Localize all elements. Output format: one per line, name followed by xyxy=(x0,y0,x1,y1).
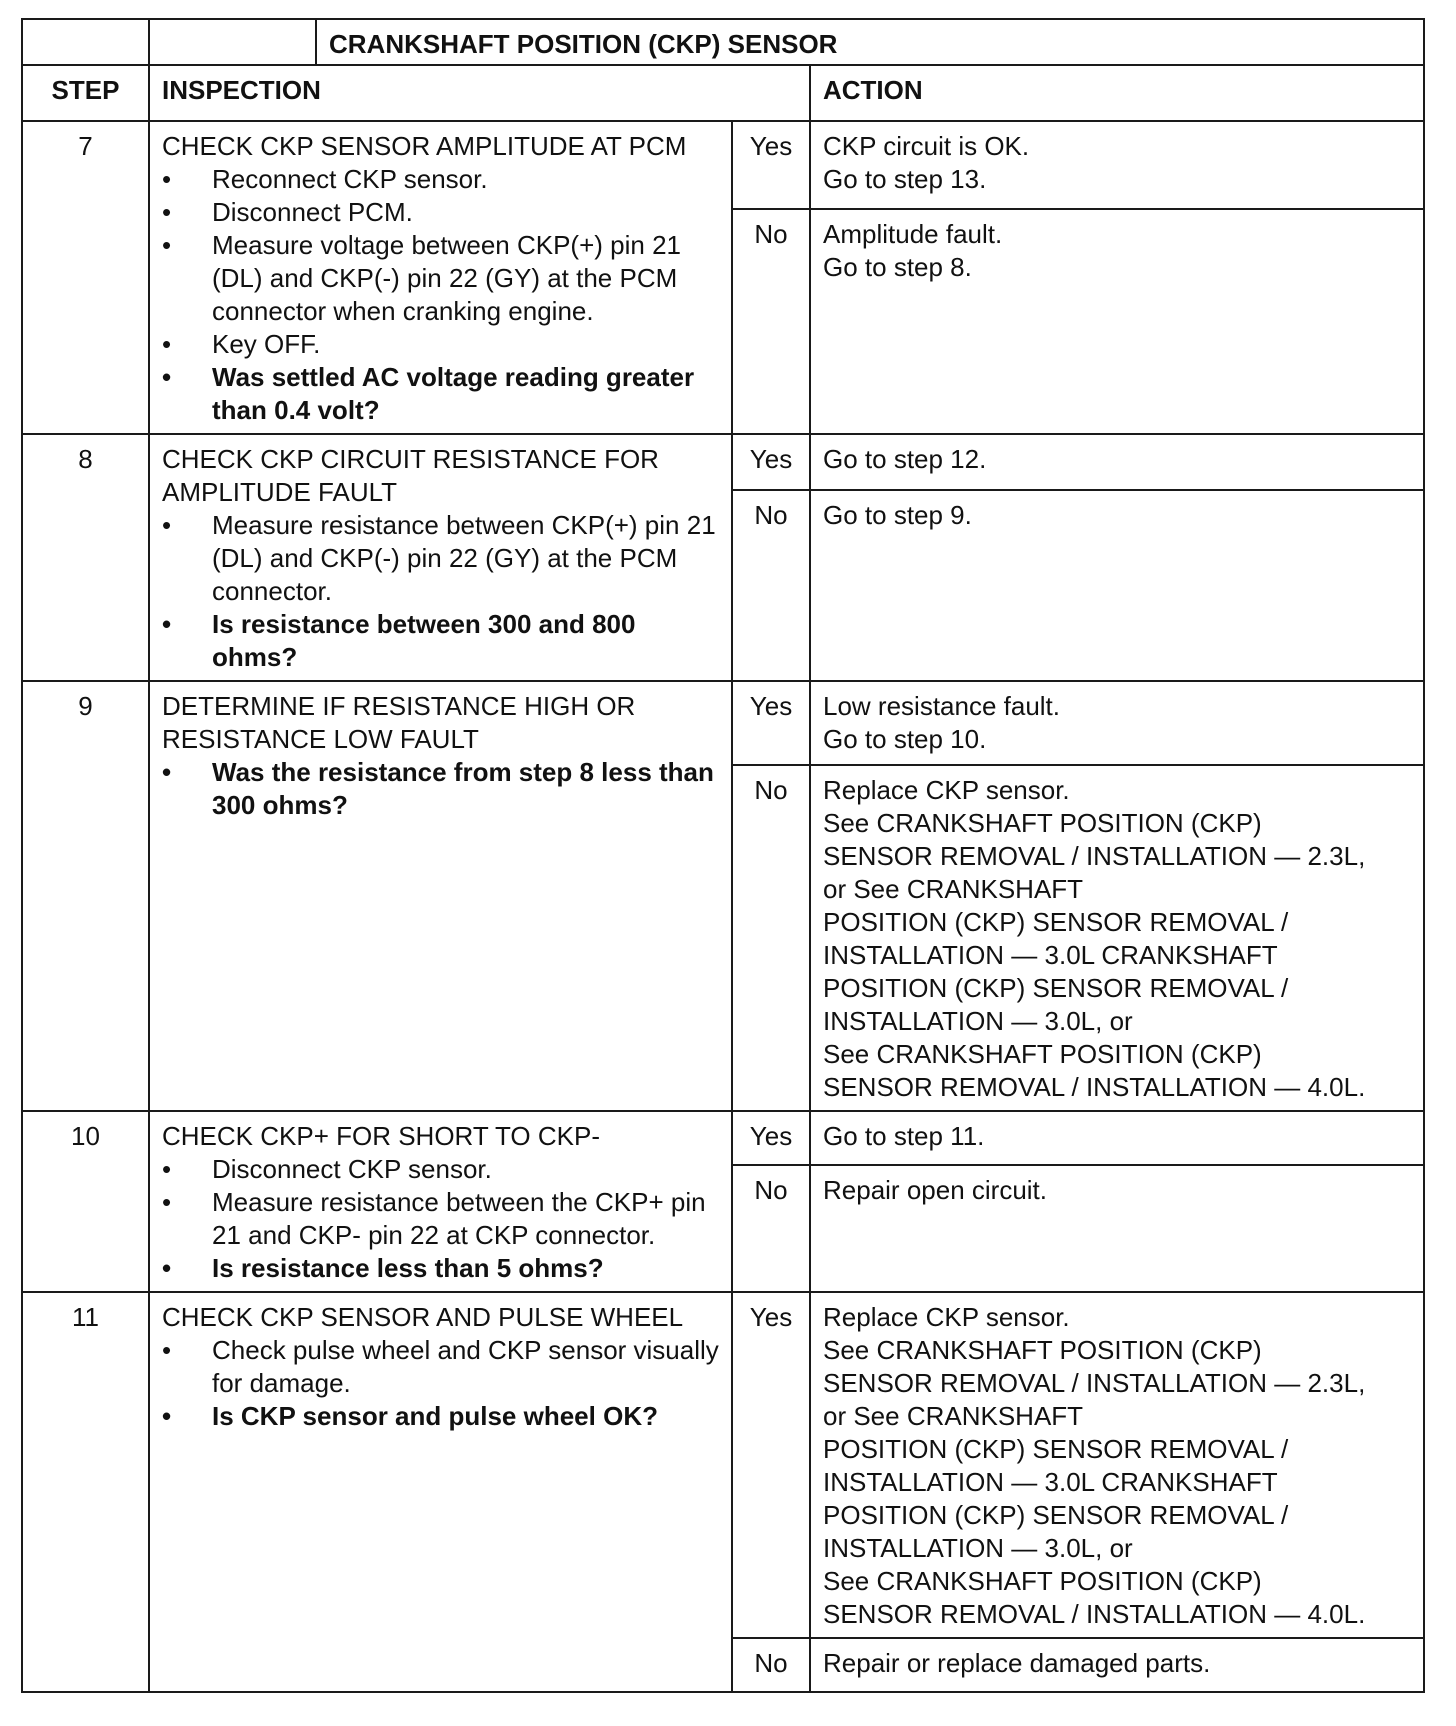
step-number: 7 xyxy=(22,121,149,434)
title-wrap xyxy=(149,19,1424,65)
inspection-bullet-list xyxy=(162,1153,719,1285)
title-row xyxy=(22,19,1424,65)
action-line: Repair open circuit. xyxy=(823,1175,1047,1206)
inspection-bullet: • Disconnect PCM. xyxy=(162,196,719,229)
step-number: 10 xyxy=(22,1111,149,1292)
inspection-cell xyxy=(149,434,732,681)
action-line: CKP circuit is OK. xyxy=(823,131,1030,161)
inspection-bullet-list xyxy=(162,756,719,822)
no-label: No xyxy=(732,1165,810,1292)
inspection-bullet: • Is resistance less than 5 ohms? xyxy=(162,1252,719,1285)
action-line: Replace CKP sensor. xyxy=(823,775,1070,805)
action-line: Go to step 12. xyxy=(823,444,987,474)
step-row-yes xyxy=(22,434,1424,490)
no-action xyxy=(810,209,1424,434)
inspection-bullet: • Is CKP sensor and pulse wheel OK? xyxy=(162,1400,719,1433)
inspection-bullet: • Measure resistance between the CKP+ pin 21 and CKP- pin 22 at CKP connector. xyxy=(162,1186,719,1252)
action-line: Low resistance fault. xyxy=(823,691,1061,721)
inspection-title: CHECK CKP CIRCUIT RESISTANCE FOR AMPLITUDE FAULT xyxy=(162,444,659,507)
no-action xyxy=(810,490,1424,681)
step-number: 11 xyxy=(22,1292,149,1692)
action-line: SENSOR REMOVAL / INSTALLATION — 4.0L. xyxy=(823,1599,1366,1629)
inspection-bullet: • Key OFF. xyxy=(162,328,719,361)
yes-label: Yes xyxy=(732,681,810,765)
action-line: POSITION (CKP) SENSOR REMOVAL / xyxy=(823,1434,1289,1464)
diagnostic-table xyxy=(21,18,1425,1693)
action-line: INSTALLATION — 3.0L, or xyxy=(823,1533,1133,1563)
action-line: See CRANKSHAFT POSITION (CKP) xyxy=(823,1039,1262,1069)
yes-label: Yes xyxy=(732,434,810,490)
inspection-title: CHECK CKP SENSOR AMPLITUDE AT PCM xyxy=(162,131,687,161)
step-row-yes xyxy=(22,121,1424,209)
action-line: Go to step 13. xyxy=(823,164,987,194)
action-line: or See CRANKSHAFT xyxy=(823,1401,1084,1431)
action-line: Go to step 8. xyxy=(823,251,972,282)
inspection-bullet: • Disconnect CKP sensor. xyxy=(162,1153,719,1186)
yes-label: Yes xyxy=(732,1292,810,1638)
action-line: INSTALLATION — 3.0L, or xyxy=(823,1006,1133,1036)
yes-action xyxy=(810,434,1424,490)
inspection-title: CHECK CKP+ FOR SHORT TO CKP- xyxy=(162,1121,601,1151)
action-line: See CRANKSHAFT POSITION (CKP) xyxy=(823,1335,1262,1365)
no-action xyxy=(810,1638,1424,1692)
inspection-bullet-list xyxy=(162,163,719,427)
yes-action xyxy=(810,681,1424,765)
inspection-bullet: • Is resistance between 300 and 800 ohms? xyxy=(162,608,719,674)
title-blank-cell xyxy=(22,19,149,65)
no-label: No xyxy=(732,1638,810,1692)
inspection-bullet: • Measure resistance between CKP(+) pin 21 (DL) and CKP(-) pin 22 (GY) at the PCM connector. xyxy=(162,509,719,608)
no-label: No xyxy=(732,490,810,681)
inspection-bullet: • Was the resistance from step 8 less than 300 ohms? xyxy=(162,756,719,822)
action-line: SENSOR REMOVAL / INSTALLATION — 4.0L. xyxy=(823,1072,1366,1102)
inspection-cell xyxy=(149,1111,732,1292)
action-line: POSITION (CKP) SENSOR REMOVAL / xyxy=(823,973,1289,1003)
inspection-bullet: • Was settled AC voltage reading greater than 0.4 volt? xyxy=(162,361,719,427)
yes-action xyxy=(810,121,1424,209)
column-header-inspection: INSPECTION xyxy=(149,65,810,121)
action-line: POSITION (CKP) SENSOR REMOVAL / xyxy=(823,907,1289,937)
step-row-yes xyxy=(22,681,1424,765)
yes-action xyxy=(810,1292,1424,1638)
yes-label: Yes xyxy=(732,121,810,209)
action-line: SENSOR REMOVAL / INSTALLATION — 2.3L, xyxy=(823,1368,1366,1398)
inspection-cell xyxy=(149,681,732,1111)
action-line: See CRANKSHAFT POSITION (CKP) xyxy=(823,808,1262,838)
action-line: SENSOR REMOVAL / INSTALLATION — 2.3L, xyxy=(823,841,1366,871)
inspection-cell xyxy=(149,121,732,434)
step-number: 8 xyxy=(22,434,149,681)
step-row-yes xyxy=(22,1292,1424,1638)
table-title: CRANKSHAFT POSITION (CKP) SENSOR xyxy=(315,20,1423,64)
column-header-step: STEP xyxy=(22,65,149,121)
yes-label: Yes xyxy=(732,1111,810,1165)
inspection-title: DETERMINE IF RESISTANCE HIGH OR RESISTANCE LOW FAULT xyxy=(162,691,636,754)
action-line: or See CRANKSHAFT xyxy=(823,874,1084,904)
no-label: No xyxy=(732,209,810,434)
action-line: INSTALLATION — 3.0L CRANKSHAFT xyxy=(823,1467,1278,1497)
inspection-bullet: • Measure voltage between CKP(+) pin 21 (DL) and CKP(-) pin 22 (GY) at the PCM connector when cranking engine. xyxy=(162,229,719,328)
action-line: POSITION (CKP) SENSOR REMOVAL / xyxy=(823,1500,1289,1530)
inspection-bullet-list xyxy=(162,509,719,674)
no-label: No xyxy=(732,765,810,1111)
action-line: Amplitude fault. xyxy=(823,218,1003,249)
inspection-bullet: • Reconnect CKP sensor. xyxy=(162,163,719,196)
inspection-bullet-list xyxy=(162,1334,719,1433)
inspection-bullet: • Check pulse wheel and CKP sensor visually for damage. xyxy=(162,1334,719,1400)
action-line: See CRANKSHAFT POSITION (CKP) xyxy=(823,1566,1262,1596)
inspection-cell xyxy=(149,1292,732,1692)
step-number: 9 xyxy=(22,681,149,1111)
action-line: Repair or replace damaged parts. xyxy=(823,1648,1211,1678)
action-line: Go to step 11. xyxy=(823,1121,985,1151)
action-line: Replace CKP sensor. xyxy=(823,1302,1070,1332)
no-action xyxy=(810,765,1424,1111)
column-header-row xyxy=(22,65,1424,121)
action-line: Go to step 9. xyxy=(823,499,972,530)
action-line: Go to step 10. xyxy=(823,724,987,754)
diagnostic-page xyxy=(21,18,1423,1693)
no-action xyxy=(810,1165,1424,1292)
action-line: INSTALLATION — 3.0L CRANKSHAFT xyxy=(823,940,1278,970)
yes-action xyxy=(810,1111,1424,1165)
step-row-yes xyxy=(22,1111,1424,1165)
inspection-title: CHECK CKP SENSOR AND PULSE WHEEL xyxy=(162,1302,684,1332)
column-header-action: ACTION xyxy=(810,65,1424,121)
